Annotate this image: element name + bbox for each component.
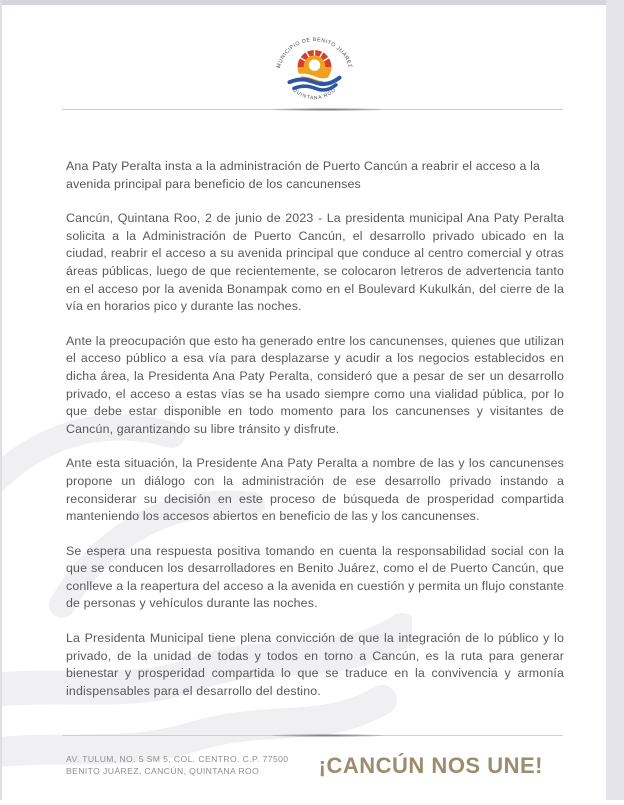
municipality-logo (252, 25, 377, 117)
header-divider (62, 109, 563, 110)
scan-edge-left (0, 0, 2, 800)
divider-shadow (272, 108, 382, 111)
address-line-2: BENITO JUÁREZ, CANCÚN, QUINTANA ROO (66, 766, 260, 776)
paragraph-concern: Ante la preocupación que esto ha generado entre los cancunenses, quienes que utilizan el acceso público a esa vía para desplazarse y acudir a los negocios establecidos en dicha área, la Presidenta Ana Paty Peralta, consideró que a pesar de ser un desarrollo privado, el acceso a estas vías se ha usado siempre como una vialidad pública, por lo que debe estar disponible en todo momento para los cancunenses y visitantes de Cancún, garantizando su libre tránsito y disfrute. (66, 333, 564, 436)
press-release-title: Ana Paty Peralta insta a la administración de Puerto Cancún a reabrir el acceso a la avenida principal para beneficio de los cancunenses (66, 159, 541, 191)
footer-address (66, 753, 289, 777)
logo-waves (290, 74, 340, 90)
address-line-1: AV. TULUM, NO. 5 SM 5, COL. CENTRO. C.P. 77500 (66, 754, 289, 764)
footer-divider (62, 735, 563, 736)
footer-slogan: ¡CANCÚN NOS UNE! (318, 753, 543, 778)
logo-arc-top-text: MUNICIPIO DE BENITO JUÁREZ (275, 37, 354, 69)
paragraph-dialogue: Ante esta situación, la Presidente Ana Paty Peralta a nombre de las y los cancunenses propone un diálogo con la administración de ese desarrollo privado instando a reconsiderar su decisión en este proceso de búsqueda de prosperidad compartida manteniendo los accesos abiertos en beneficio de las y los cancunenses. (66, 456, 564, 524)
paragraph-expectation: Se espera una respuesta positiva tomando en cuenta la responsabilidad social con la que se conducen los desarrolladores en Benito Juárez, como el de Puerto Cancún, que conlleve a la reapertura del acceso a la avenida en cuestión y permita un flujo constante de personas y vehículos durante las noches. (66, 543, 564, 611)
letter-body (66, 158, 564, 717)
document-page (2, 5, 606, 800)
paragraph-closing: La Presidenta Municipal tiene plena convicción de que la integración de lo público y lo privado, de la unidad de todas y todos en torno a Cancún, es la ruta para generar bienestar y prosperidad compartida lo que se traduce en la convivencia y armonía indispensables para el desarrollo del destino. (66, 631, 564, 698)
scan-edge-right (606, 0, 624, 800)
divider-shadow (272, 734, 382, 737)
logo-arc-bottom-text: QUINTANA ROO (291, 86, 338, 102)
logo-sun-center (309, 59, 320, 70)
paragraph-dateline: Cancún, Quintana Roo, 2 de junio de 2023 - La presidenta municipal Ana Paty Peralta solicita a la Administración de Puerto Cancún, el desarrollo privado ubicado en la ciudad, reabrir el acceso a su avenida principal que conduce al centro comercial y otras áreas públicas, luego de que recientemente, se colocaron letreros de advertencia tanto en el acceso por la avenida Bonampak como en el Boulevard Kukulkán, del cierre de la vía en horarios pico y durante las noches. (66, 211, 564, 314)
scan-edge-top (0, 0, 624, 5)
